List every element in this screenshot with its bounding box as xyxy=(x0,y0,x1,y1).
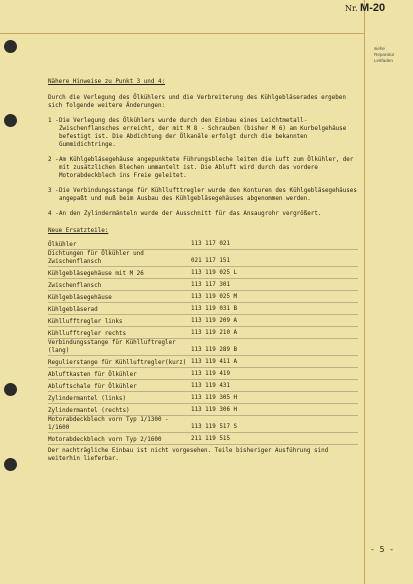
part-name: Kühllufftregler rechts xyxy=(48,331,127,337)
part-number: 113 119 419 xyxy=(191,371,231,377)
part-name: Verbindungsstange für Kühlluftregler (lang) xyxy=(48,340,176,354)
part-number: 113 119 025 L xyxy=(191,270,238,276)
margin-note-line: siehe xyxy=(374,46,385,51)
part-name: Motorabdeckblech vorn Typ 2/1600 xyxy=(48,437,162,443)
item-number: 3 - xyxy=(48,188,59,194)
table-row xyxy=(48,291,358,303)
part-name: Dichtungen für Ölkühler und Zwischenflansch xyxy=(48,251,144,265)
part-number: 211 119 515 xyxy=(191,436,231,442)
intro-paragraph: Durch die Verlegung des Ölkühlers und die Verbreiterung des Kühlgebläserades ergeben sich folgende weitere Änderungen: xyxy=(48,95,346,109)
part-name: Kühlgebläsegehäuse xyxy=(48,295,112,301)
part-name: Zylindermantel (links) xyxy=(48,396,127,402)
table-row xyxy=(48,250,358,267)
part-number: 113 119 431 xyxy=(191,383,231,389)
table-row xyxy=(48,392,358,404)
part-number: 113 117 301 xyxy=(191,282,231,288)
part-name: Kühlgebläsegehäuse mit M 26 xyxy=(48,271,144,277)
punch-hole xyxy=(4,383,17,396)
page-number: - 5 - xyxy=(370,545,395,554)
table-row xyxy=(48,368,358,380)
margin-note-line: Leitfaden xyxy=(374,58,393,63)
table-row xyxy=(48,404,358,416)
header-rule xyxy=(0,33,364,34)
item-text: Die Verbindungsstange für Kühllufttregler wurde den Konturen des Kühlgebläsegehäuses angepaßt und muß beim Ausbau des Kühlgebläsegehäuses abgenommen werden. xyxy=(59,188,357,202)
part-number: 113 119 306 H xyxy=(191,407,238,413)
item-text: An den Zylindermänteln wurde der Ausschnitt für das Ansaugrohr vergrößert. xyxy=(59,211,322,217)
part-number: 021 117 151 xyxy=(191,258,231,264)
parts-heading: Neue Ersatzteile: xyxy=(48,228,109,234)
table-row xyxy=(48,238,358,250)
margin-note xyxy=(374,46,412,64)
table-row xyxy=(48,315,358,327)
part-number: 113 119 025 M xyxy=(191,294,238,300)
document-number-label: Nr. xyxy=(345,4,358,13)
item-text: Am Kühlgebläsegehäuse angepunktete Führungsbleche leiten die Luft zum Ölkühler, der mit zusätzlichen Blechen ummantelt ist. Die Abluft wird durch das vordere Motorabdeckblech ins Freie geleitet. xyxy=(59,157,354,179)
part-number: 113 119 210 A xyxy=(191,330,238,336)
margin-rule xyxy=(364,0,365,584)
parts-table xyxy=(48,238,358,445)
item-number: 4 - xyxy=(48,211,59,217)
margin-note-line: Reparatur xyxy=(374,52,395,57)
item-text: Die Verlegung des Ölkühlers wurde durch den Einbau eines Leichtmetall-Zwischenflansches erreicht, der mit M 8 - Schrauben (bisher M 6) am Kurbelgehäuse befestigt ist. Die Abdichtung der Ölkanäle erfolgt durch die bekannten Gummidichtringe. xyxy=(59,118,347,148)
part-number: 113 119 305 H xyxy=(191,395,238,401)
item-number: 1 - xyxy=(48,118,59,124)
table-row xyxy=(48,267,358,279)
main-content xyxy=(48,78,358,463)
table-row xyxy=(48,356,358,368)
part-number: 113 117 021 xyxy=(191,241,231,247)
list-item xyxy=(48,117,358,149)
part-name: Abluftschale für Ölkühler xyxy=(48,384,137,390)
part-number: 113 119 289 B xyxy=(191,347,238,353)
section-heading: Nähere Hinweise zu Punkt 3 und 4: xyxy=(48,79,166,85)
table-row xyxy=(48,380,358,392)
part-name: Ölkühler xyxy=(48,242,77,248)
part-name: Regulierstange für Kühlluftregler(kurz) xyxy=(48,360,187,366)
punch-hole xyxy=(4,114,17,127)
part-name: Kühlgebläserad xyxy=(48,307,98,313)
table-row xyxy=(48,433,358,445)
list-item xyxy=(48,187,358,203)
table-row xyxy=(48,303,358,315)
footer-note: Der nachträgliche Einbau ist nicht vorgesehen. Teile bisheriger Ausführung sind weiterhin lieferbar. xyxy=(48,448,329,462)
list-item xyxy=(48,210,358,218)
punch-hole xyxy=(4,458,17,471)
table-row xyxy=(48,327,358,339)
part-name: Kühllufftregler links xyxy=(48,319,123,325)
table-row xyxy=(48,339,358,356)
part-name: Zylindermantel (rechts) xyxy=(48,408,130,414)
part-number: 113 119 031 B xyxy=(191,306,238,312)
part-number: 113 119 517 S xyxy=(191,424,238,430)
document-number-value: M-20 xyxy=(360,2,386,14)
list-item xyxy=(48,156,358,180)
part-number: 113 119 411 A xyxy=(191,359,238,365)
part-number: 113 119 209 A xyxy=(191,318,238,324)
table-row xyxy=(48,416,358,433)
punch-hole xyxy=(4,40,17,53)
table-row xyxy=(48,279,358,291)
part-name: Zwischenflansch xyxy=(48,283,102,289)
document-number xyxy=(345,2,385,14)
part-name: Abluftkasten für Ölkühler xyxy=(48,372,137,378)
part-name: Motorabdeckblech vorn Typ 1/1300 - 1/1600 xyxy=(48,417,169,431)
item-number: 2 - xyxy=(48,157,59,163)
